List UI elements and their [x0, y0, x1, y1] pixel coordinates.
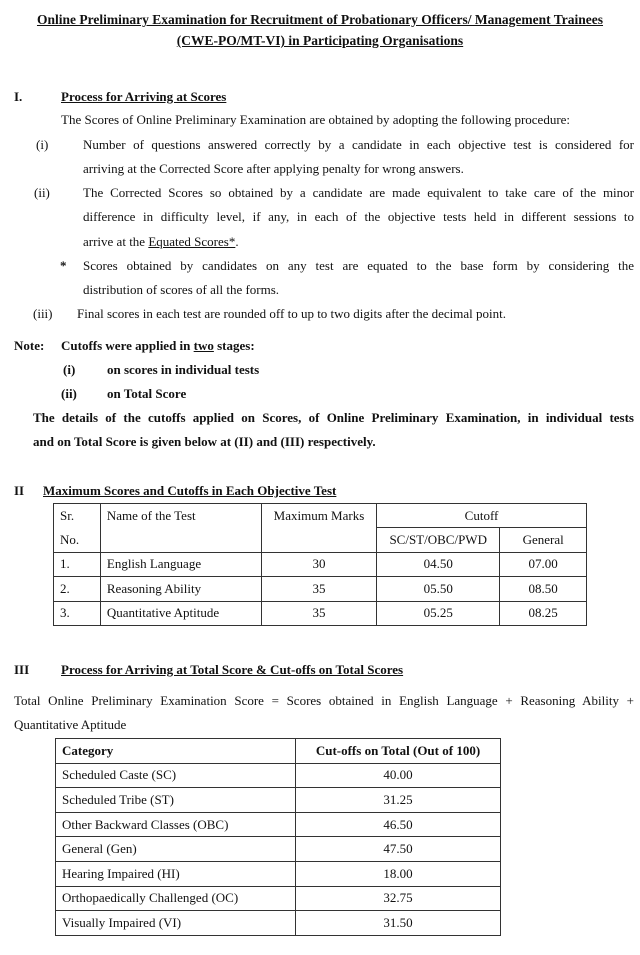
header-blank — [261, 528, 376, 552]
note-text-pre: Cutoffs were applied in — [61, 338, 194, 353]
cell-general: 08.25 — [500, 601, 587, 625]
item-ii-line3-end: . — [235, 234, 239, 249]
item-iii-text: Final scores in each test are rounded off to up to two digits after the decimal point. — [77, 306, 507, 321]
cell-sr: 1. — [54, 552, 101, 576]
cell-category: Other Backward Classes (OBC) — [56, 812, 296, 837]
cell-test-name: Quantitative Aptitude — [100, 601, 261, 625]
table-row — [56, 911, 501, 936]
cell-test-name: Reasoning Ability — [100, 577, 261, 601]
cell-cutoff: 31.25 — [296, 788, 501, 813]
cell-general: 08.50 — [500, 577, 587, 601]
header-blank — [100, 528, 261, 552]
cell-cutoff: 32.75 — [296, 886, 501, 911]
stage-text: on scores in individual tests — [107, 362, 260, 377]
header-sr: Sr. — [54, 504, 101, 528]
table-row — [56, 763, 501, 788]
table-row — [56, 861, 501, 886]
asterisk-note-line1: Scores obtained by candidates on any test are equated to the base form by considering the — [83, 258, 634, 273]
section2-numeral: II — [14, 483, 25, 498]
document-title-line1: Online Preliminary Examination for Recruitment of Probationary Officers/ Management Trainees — [36, 12, 604, 27]
table-row — [54, 577, 587, 601]
cell-reserved: 05.25 — [377, 601, 500, 625]
formula-line1: Total Online Preliminary Examination Score = Scores obtained in English Language + Reasoning Ability + — [14, 693, 634, 708]
stage-marker: (ii) — [61, 386, 77, 401]
stage-text: on Total Score — [107, 386, 187, 401]
item-ii-line3-text: arrive at the — [83, 234, 149, 249]
table-row — [54, 601, 587, 625]
cell-sr: 3. — [54, 601, 101, 625]
item-marker: (ii) — [34, 185, 50, 200]
table-header-row — [54, 528, 587, 552]
section1-numeral: I. — [14, 89, 23, 104]
cell-max-marks: 35 — [261, 577, 376, 601]
objective-test-cutoff-table — [53, 503, 587, 626]
note-text — [61, 338, 255, 354]
note-text-underlined: two — [193, 338, 214, 353]
cell-reserved: 05.50 — [377, 577, 500, 601]
section1-intro: The Scores of Online Preliminary Examination are obtained by adopting the following procedure: — [61, 112, 571, 127]
header-category: Category — [56, 739, 296, 764]
note-details-line2: and on Total Score is given below at (II) and (III) respectively. — [33, 434, 376, 449]
header-test-name: Name of the Test — [100, 504, 261, 528]
table-row — [54, 552, 587, 576]
cell-category: General (Gen) — [56, 837, 296, 862]
cell-category: Orthopaedically Challenged (OC) — [56, 886, 296, 911]
asterisk-note-line2: distribution of scores of all the forms. — [83, 282, 280, 297]
item-ii-line3 — [83, 234, 239, 250]
header-general: General — [500, 528, 587, 552]
note-details-line1: The details of the cutoffs applied on Scores, of Online Preliminary Examination, in individual tests — [33, 410, 634, 425]
item-ii-line2: difference in difficulty level, if any, in each of the objective tests held in different sessions to — [83, 209, 634, 224]
cell-cutoff: 46.50 — [296, 812, 501, 837]
section1-heading: Process for Arriving at Scores — [61, 89, 227, 104]
cell-cutoff: 18.00 — [296, 861, 501, 886]
table-row — [56, 812, 501, 837]
note-text-post: stages: — [213, 338, 255, 353]
total-score-cutoff-table — [55, 738, 501, 936]
header-total-cutoff: Cut-offs on Total (Out of 100) — [296, 739, 501, 764]
header-reserved: SC/ST/OBC/PWD — [377, 528, 500, 552]
document-title-line2: (CWE-PO/MT-VI) in Participating Organisations — [176, 33, 464, 48]
stage-marker: (i) — [63, 362, 76, 377]
item-marker: (i) — [36, 137, 49, 152]
formula-line2: Quantitative Aptitude — [14, 717, 127, 732]
equated-scores-ref: Equated Scores* — [148, 234, 236, 249]
cell-category: Hearing Impaired (HI) — [56, 861, 296, 886]
cell-reserved: 04.50 — [377, 552, 500, 576]
cell-category: Scheduled Caste (SC) — [56, 763, 296, 788]
item-ii-line1: The Corrected Scores so obtained by a candidate are made equivalent to take care of the minor — [83, 185, 634, 200]
section3-heading: Process for Arriving at Total Score & Cut-offs on Total Scores — [61, 662, 404, 677]
table-row — [56, 886, 501, 911]
note-label: Note: — [14, 338, 45, 353]
table-header-row — [56, 739, 501, 764]
table-row — [56, 788, 501, 813]
cell-sr: 2. — [54, 577, 101, 601]
asterisk-marker: * — [60, 258, 67, 273]
table-row — [56, 837, 501, 862]
cell-cutoff: 47.50 — [296, 837, 501, 862]
section2-heading: Maximum Scores and Cutoffs in Each Objective Test — [43, 483, 337, 498]
item-i-line2: arriving at the Corrected Score after applying penalty for wrong answers. — [83, 161, 464, 176]
item-i-line1: Number of questions answered correctly by a candidate in each objective test is considered for — [83, 137, 634, 152]
cell-general: 07.00 — [500, 552, 587, 576]
cell-category: Visually Impaired (VI) — [56, 911, 296, 936]
cell-cutoff: 31.50 — [296, 911, 501, 936]
header-max-marks: Maximum Marks — [261, 504, 376, 528]
cell-max-marks: 35 — [261, 601, 376, 625]
cell-category: Scheduled Tribe (ST) — [56, 788, 296, 813]
header-cutoff: Cutoff — [377, 504, 587, 528]
cell-cutoff: 40.00 — [296, 763, 501, 788]
cell-test-name: English Language — [100, 552, 261, 576]
header-no: No. — [54, 528, 101, 552]
table-header-row — [54, 504, 587, 528]
item-marker: (iii) — [33, 306, 53, 321]
section3-numeral: III — [14, 662, 30, 677]
cell-max-marks: 30 — [261, 552, 376, 576]
